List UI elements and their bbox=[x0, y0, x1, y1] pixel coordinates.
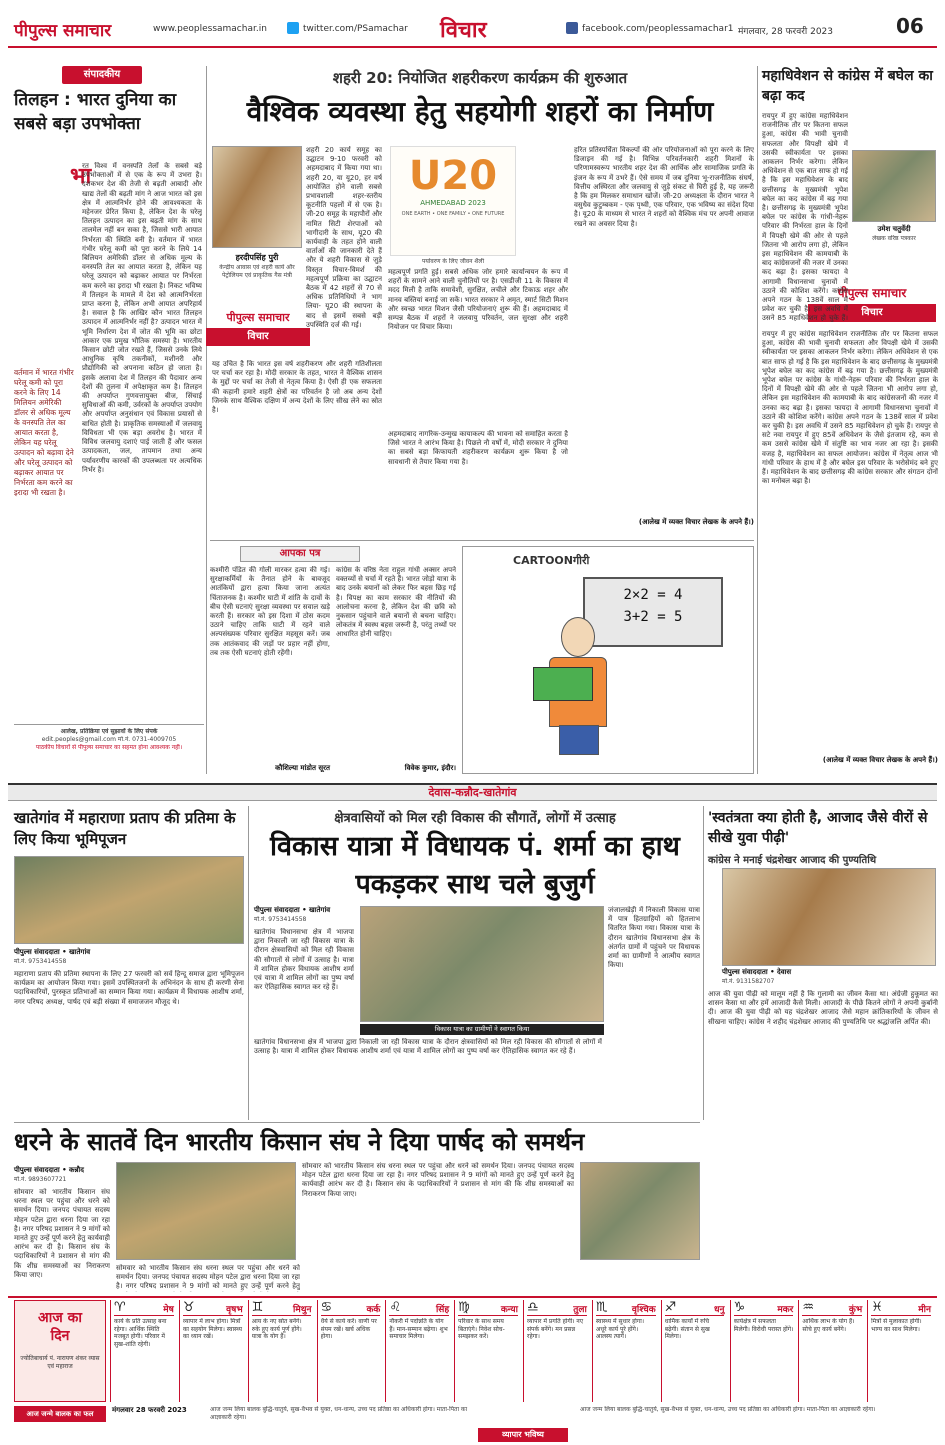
horoscope-sign-name bbox=[321, 1302, 381, 1316]
horoscope-sign-text: धैर्य से कार्य करें। वाणी पर संयम रखें। खर्च अधिक होगा। bbox=[320, 1318, 377, 1341]
zodiac-icon: ♉ bbox=[182, 1300, 195, 1315]
horoscope-sign bbox=[385, 1300, 452, 1402]
zodiac-icon: ♑ bbox=[733, 1300, 746, 1315]
inner-brand-badge: विचार bbox=[206, 328, 310, 346]
u20-logo bbox=[390, 146, 516, 256]
editorial-sidebar-quote: वर्तमान में भारत गंभीर घरेलू कमी को पूरा करने के लिए 14 मिलियन अमेरिकी डॉलर से अधिक मूल्य के वनस्पति तेल का आयात करता है, लेकिन यह घरेलू उत्पादन को बढ़ावा देने और घरेलू उत्पादन को बढ़ाकर आयात पर निर्भरता कम करने का इरादा भी रखता है। bbox=[14, 368, 74, 497]
cartoon-board-line2: 3+2 = 5 bbox=[623, 609, 683, 625]
section-title: विचार bbox=[440, 18, 487, 43]
website-link[interactable]: www.peoplessamachar.in bbox=[153, 24, 267, 34]
zodiac-icon: ♍ bbox=[458, 1300, 470, 1315]
bottom-rule bbox=[8, 1296, 937, 1298]
today-item1: ज्योतिबाचार्य पं. नारायण शंकर व्यास एवं महाराज bbox=[20, 1355, 100, 1370]
regional-main-photo bbox=[360, 906, 604, 1022]
horoscope-sign bbox=[248, 1300, 315, 1402]
zodiac-icon: ♏ bbox=[595, 1300, 608, 1315]
story3-kicker: कांग्रेस ने मनाई चंद्रशेखर आजाद की पुण्यतिथि bbox=[708, 855, 877, 866]
story1-photo bbox=[14, 856, 244, 944]
letters-sign2: विवेक कुमार, इंदौर। bbox=[404, 764, 456, 772]
horoscope-sign-name bbox=[458, 1302, 518, 1316]
story3-body: आज की युवा पीढ़ी को मालूम नहीं है कि गुलामी का जीवन कैसा था। अंग्रेजी हुकूमत का शासन कैसा था और हमें आजादी कैसे मिली। आजादी के पीछे कितने लोगों ने अपनी कुर्बानी दी। आज की युवा पीढ़ी को यह चंद्रशेखर आजाद जैसे महान क्रांतिकारियों के जीवन से सीखना चाहिए। कांग्रेस ने शहीद चंद्रशेखर आजाद की पुण्यतिथि पर श्रद्धांजलि अर्पित की। bbox=[708, 990, 938, 1026]
zodiac-icon: ♌ bbox=[389, 1300, 401, 1315]
regional-main-body1: खातेगांव विधानसभा क्षेत्र में भाजपा द्वारा निकाली जा रही विकास यात्रा के दौरान क्षेत्रवासियों को मिल रही विकास की सौगातों से लोगों में उत्साह है। यात्रा में शामिल होकर विधायक आशीष शर्मा एवं यात्रा में शामिल लोगों का पुष्प वर्षा कर ऐतिहासिक स्वागत कर रहे हैं। bbox=[254, 928, 354, 992]
regional-main-photo-caption: विकास यात्रा का ग्रामीणों ने स्वागत किया bbox=[360, 1024, 604, 1035]
farmer-body-cont: सोमवार को भारतीय किसान संघ धरना स्थल पर पहुंचा और धरने को समर्थन दिया। जनपद पंचायत सदस्य मोहन पटेल द्वारा धरना दिया जा रहा है। नगर परिषद प्रशासन ने 9 मांगों को मानते हुए उन्हें पूर्ण करने हेतु कार्यवाही आरंभ कर दी है। किसान संघ के पदाधिकारियों ने प्रशासन से मांग की कि शीघ्र समस्याओं का निराकरण किया जाए। bbox=[302, 1162, 574, 1198]
horoscope-sign-name bbox=[596, 1302, 656, 1316]
horoscope-sign bbox=[317, 1300, 384, 1402]
main-col1: शहरी 20 कार्य समूह का उद्घाटन 9-10 फरवरी को अहमदाबाद में किया गया था। शहरी 20, या यू20, हर वर्ष आयोजित होने वाली सबसे प्रभावशाली शहर-स्तरीय कूटनीति पहलों में से एक है। जी-20 समूह के महापौरों और नामित सिटी शेरपाओं को भागीदारी के साथ, यू20 की कार्यवाही के तहत होने वाली वार्ताओं की जानकारी देते हैं और ये शहरी विकास से जुड़े विस्तृत विचार-विमर्श की महत्वपूर्ण प्रक्रिया का उद्घाटन बैठक में 42 शहरों से 70 से अधिक प्रतिनिधियों ने भाग लिया- यू20 की स्थापना के बाद से इसमें सबसे बड़ी उपस्थिति दर्ज की गई। bbox=[306, 146, 382, 329]
story3-phone: मो.नं. 9131582707 bbox=[722, 978, 775, 985]
horoscope-sign bbox=[523, 1300, 590, 1402]
horoscope-sign bbox=[867, 1300, 934, 1402]
today-item2: आज जन्मे बालक का फल bbox=[14, 1406, 106, 1422]
horoscope-sign-text: आर्थिक लाभ के योग हैं। सोचे हुए कार्य बनेंगे। bbox=[802, 1318, 855, 1333]
editorial-tag: संपादकीय bbox=[62, 66, 142, 84]
congress-title: महाधिवेशन से कांग्रेस में बघेल का बढ़ा कद bbox=[762, 68, 933, 104]
u20-logo-sub: AHMEDABAD 2023 bbox=[420, 199, 486, 207]
farmer-body-cont2: सोमवार को भारतीय किसान संघ धरना स्थल पर पहुंचा और धरने को समर्थन दिया। जनपद पंचायत सदस्य मोहन पटेल द्वारा धरना दिया जा रहा है। नगर परिषद प्रशासन ने 9 मांगों को मानते हुए उन्हें पूर्ण करने हेतु bbox=[116, 1264, 300, 1291]
cartoon-book bbox=[533, 667, 593, 701]
regional-main-headline: विकास यात्रा में विधायक पं. शर्मा का हाथ पकड़कर साथ चले बुजुर्ग bbox=[270, 831, 680, 900]
story1-phone: मो.नं. 9753414558 bbox=[14, 958, 67, 965]
cartoon-board-line1: 2×2 = 4 bbox=[623, 587, 683, 603]
letters-col1: कश्मीरी पंडित की गोली मारकर हत्या की गई। सुरक्षाकर्मियों के तैनात होने के बावजूद आतंकियों द्वारा हत्या किया जाना अत्यंत चिंताजनक है। कश्मीर घाटी में शांति के दावों के बीच ऐसी घटनाएं सुरक्षा व्यवस्था पर सवाल खड़े करती हैं। सरकार को इस दिशा में ठोस कदम उठाने चाहिए ताकि घाटी में रहने वाले अल्पसंख्यक परिवार सुरक्षित महसूस करें। जब तक आतंकवाद की जड़ों पर प्रहार नहीं होगा, तब तक ऐसी घटनाएं होती रहेंगी। bbox=[210, 566, 330, 657]
editorial-footer-line1: आलेख, प्रतिक्रिया एवं सुझावों के लिए संपर्क bbox=[60, 728, 158, 735]
horoscope-sign-text: परिवार के साथ समय बिताएंगे। निवेश सोच-समझकर करें। bbox=[458, 1318, 505, 1341]
horoscope-sign-text: व्यापार में प्रगति होगी। नए संपर्क बनेंगे। मन प्रसन्न रहेगा। bbox=[527, 1318, 584, 1341]
congress-author-name: उमेश चतुर्वेदी bbox=[877, 225, 911, 233]
horoscope-sign-label: मेष bbox=[163, 1305, 174, 1315]
col-divider bbox=[703, 806, 704, 1120]
horoscope-sign bbox=[592, 1300, 659, 1402]
regional-main-kicker: क्षेत्रवासियों को मिल रही विकास की सौगातें, लोगों में उत्साह bbox=[334, 811, 616, 826]
horoscope-sign-text: स्वास्थ्य में सुधार होगा। अधूरे कार्य पूरे होंगे। आलस्य त्यागें। bbox=[595, 1318, 645, 1341]
horoscope-sign-name bbox=[665, 1302, 725, 1316]
story1-body: महाराणा प्रताप की प्रतिमा स्थापना के लिए 27 फरवरी को सर्व हिन्दू समाज द्वारा भूमिपूजन कार्यक्रम का आयोजन किया गया। इसमें उपस्थितजनों के अभिनंदन के साथ ही करणी सेना पदाधिकारियों, पुरस्कृत प्रतिभाओं का सम्मान किया गया। कार्यक्रम में विधायक आशीष शर्मा, नगर परिषद अध्यक्ष, पार्षद एवं बड़ी संख्या में समाजजन मौजूद थे। bbox=[14, 970, 244, 1006]
today-title: आज का दिन bbox=[38, 1310, 82, 1344]
regional-main-body2: जंजालखेड़ी में निकाली विकास यात्रा में पात्र हितग्राहियों को हितलाभ वितरित किया गया। विकास यात्रा के दौरान खातेगांव विधानसभा क्षेत्र के अंतर्गत ग्रामों में पहुंचने पर विधायक शर्मा का ग्रामीणों ने आत्मीय स्वागत किया। bbox=[608, 906, 700, 970]
cartoon-panel bbox=[462, 546, 754, 774]
masthead bbox=[0, 0, 945, 46]
horoscope-sign-text: कार्यक्षेत्र में सफलता मिलेगी। विरोधी परास्त होंगे। bbox=[733, 1318, 794, 1333]
letters-rule bbox=[210, 540, 754, 541]
horoscope-sign-text: कार्य के प्रति उत्साह बना रहेगा। आर्थिक स्थिति मजबूत होगी। परिवार में सुख-शांति रहेगी। bbox=[114, 1318, 167, 1348]
regional-band-title: देवास-कन्नौद-खातेगांव bbox=[428, 786, 517, 799]
horoscope-sign-text: मित्रों से मुलाकात होगी। भाग्य का साथ मिलेगा। bbox=[871, 1318, 922, 1333]
horoscope-sign-label: कुंभ bbox=[848, 1305, 863, 1315]
farmer-photo1 bbox=[116, 1162, 296, 1260]
farmer-phone: मो.नं. 9893607721 bbox=[14, 1176, 67, 1183]
editorial-body: रत विश्व में वनस्पति तेलों के सबसे बड़े उपभोक्ताओं में से एक के रूप में उभरा है। दशकभर देश की तेजी से बढ़ती आबादी और खाद्य तेलों की बढ़ती मांग ने आज भारत को इस क्षेत्र में आत्मनिर्भर होने की आवश्यकता के महेनजर प्रेरित किया है, लेकिन देश के घरेलू तिलहन उत्पादन का इस बढ़ती मांग के साथ तालमेल नहीं बन सका है, जिससे भारी आयात निर्भरता की स्थिति बनी है। वर्तमान में भारत गंभीर घरेलू कमी को पूरा करने के लिये 14 बिलियन अमेरिकी डॉलर से अधिक मूल्य के वनस्पति तेल का आयात करता है, लेकिन यह घरेलू उत्पादन को बढ़ाकर आयात पर निर्भरता कम करने का इरादा भी रखता है। निकट भविष्य में तिलहन के मामले में देश को आत्मनिर्भरता प्राप्त करना है, लेकिन अभी आयात अपरिहार्य है। सवाल है कि आखिर कौन भारत तिलहन उत्पादन में आत्मनिर्भर नहीं है? उत्पादन भारत में भूमि निर्धारण देश में जोत की भूमि का छोटा आकार एक प्रमुख भौतिक समस्या है। भारतीय किसान छोटी जोत रखते हैं, जिससे उनके लिये आधुनिक कृषि तकनीकों, मशीनरी और प्रौद्योगिकी को अपनाना कठिन हो जाता है। इसके अलावा देश में तिलहन की पैदावार अन्य देशों की तुलना में अपेक्षाकृत कम है। तिलहन की अपर्याप्त गुणवत्तायुक्त बीज, सिंचाई सुविधाओं की कमी, उर्वरकों के अपर्याप्त उपयोग और अपर्याप्त अनुसंधान एवं विकास प्रयासों से बाधित होती है। प्राकृतिक समस्याओं में जलवायु विविधता भी एक बड़ा अवरोध है। भारत में विविध जलवायु दशाएं पाई जाती हैं और फसल उत्पादकता, जल, तापमान तथा अन्य पर्यावरणीय कारकों की उपलब्धता पर अत्यधिक निर्भर है। bbox=[82, 162, 202, 474]
letters-title: आपका पत्र bbox=[240, 546, 360, 562]
horoscope-sign-label: कर्क bbox=[366, 1305, 381, 1315]
main-col2b: अहमदाबाद नागरिक-उन्मुख कायाकल्प की भावना को समाहित करता है जिसे भारत ने आरंभ किया है। पिछले नौ वर्षों में, मोदी सरकार ने दुनिया का सबसे बड़ा किफायती शहरीकरण कार्यक्रम शुरू किया है जो सावधानी से तैयार किया गया है। bbox=[388, 430, 568, 466]
u20-logo-text: U20 bbox=[408, 153, 498, 199]
story1-byline: पीपुल्स संवाददाता • खातेगांव bbox=[14, 948, 91, 956]
horoscope-sign-name bbox=[183, 1302, 243, 1316]
horoscope-sign-text: आय के नए स्रोत बनेंगे। रुके हुए कार्य पूर्ण होंगे। यात्रा के योग हैं। bbox=[251, 1318, 302, 1341]
horoscope-sign-name bbox=[114, 1302, 174, 1316]
col-divider bbox=[248, 806, 249, 1120]
main-col1b: यह उचित है कि भारत इस वर्ष शहरीकरण और शहरी गतिशीलता पर चर्चा कर रहा है। मोदी सरकार के तहत, भारत ने वैश्विक शासन के मुद्दों पर चर्चा का तेजी से नेतृत्व किया है। ऐसी ही एक सफलता की कहानी हमारे शहरी क्षेत्रों का परिवर्तन है जो अब अन्य देशों जिनके साथ वैश्विक दक्षिण में अन्य देशों के लिए सीख लेने का स्रोत है। bbox=[212, 360, 382, 415]
horoscope-sign-name bbox=[734, 1302, 794, 1316]
zodiac-icon: ♈ bbox=[114, 1300, 126, 1315]
horoscope-sign bbox=[730, 1300, 797, 1402]
horoscope-sign-label: तुला bbox=[573, 1305, 587, 1315]
horoscope-sign-label: सिंह bbox=[435, 1305, 450, 1315]
horoscope-sign-label: मिथुन bbox=[293, 1305, 312, 1315]
zodiac-icon: ♎ bbox=[527, 1300, 539, 1315]
facebook-link[interactable]: facebook.com/peoplessamachar1 bbox=[582, 24, 734, 34]
farmer-byline: पीपुल्स संवाददाता • कन्नौद bbox=[14, 1166, 84, 1174]
horoscope-sign bbox=[798, 1300, 865, 1402]
horoscope-sign-name bbox=[527, 1302, 587, 1316]
horoscope-sign bbox=[110, 1300, 177, 1402]
zodiac-icon: ♐ bbox=[664, 1300, 677, 1315]
author-name: हरदीपसिंह पुरी bbox=[235, 253, 279, 262]
farmer-headline: धरने के सातवें दिन भारतीय किसान संघ ने दिया पार्षद को समर्थन bbox=[14, 1128, 585, 1156]
horoscope-sign bbox=[661, 1300, 728, 1402]
header-rule bbox=[8, 46, 937, 48]
horoscope-footer-title: व्यापार भविष्य bbox=[478, 1428, 568, 1442]
congress-body-cont: रायपुर में हुए कांग्रेस महाधिवेशन राजनीतिक तौर पर कितना सफल हुआ, कांग्रेस की भावी चुनावी सफलता और विपक्षी खेमे में उसकी स्वीकार्यता पर इसका आकलन निर्भर करेगा। लेकिन अधिवेशन से एक बात साफ हो गई है कि इस महाधिवेशन के बाद छत्तीसगढ़ के मुख्यमंत्री भूपेश बघेल का कद कांग्रेस में बढ़ गया है। छत्तीसगढ़ के मुख्यमंत्री भूपेश बघेल पर कांग्रेस के गांधी-नेहरू परिवार की निर्भरता हाल के दिनों में विपक्षी खेमे की ओर से पहले जितना भी आरोप लगा हो, लेकिन इस महाधिवेशन की कामयाबी के बाद कांग्रेसजनों की नजर में उनका कद बढ़ा है। इसका फायदा वे आगामी विधानसभा चुनावों में उठाने की कोशिश करेंगे। कांग्रेस अपने गठन के 138वें साल में प्रवेश कर चुकी है। इस अवधि में उसने 85 महाधिवेशन हो चुके हैं। रायपुर से सटे नवा रायपुर में हुए 85वें अधिवेशन के जैसे इंतजाम रहे, कम से कम उससे कांग्रेस खेमे में संतुष्टि का भाव नजर आ रहा है। इसकी वजह है, महाधिवेशन का सफल आयोजन। कांग्रेस में नेतृत्व आज भी गांधी परिवार के हाथ में है और बघेल इस परिवार के भरोसेमंद बने हुए हैं। महाधिवेशन के बाद छत्तीसगढ़ की कांग्रेस सरकार और संगठन दोनों का मनोबल बढ़ा है। bbox=[762, 330, 938, 486]
regional-main-phone: मो.नं. 9753414558 bbox=[254, 916, 307, 923]
regional-main-body1-cont: खातेगांव विधानसभा क्षेत्र में भाजपा द्वारा निकाली जा रही विकास यात्रा के दौरान क्षेत्रवासियों को मिल रही विकास की सौगातों से लोगों में उत्साह है। यात्रा में शामिल होकर विधायक आशीष शर्मा एवं यात्रा में शामिल लोगों का पुष्प वर्षा कर ऐतिहासिक स्वागत कर रहे हैं। bbox=[254, 1038, 602, 1056]
zodiac-icon: ♓ bbox=[871, 1300, 883, 1315]
u20-logo-caption: पर्यावरण के लिए जीवन शैली bbox=[421, 258, 485, 265]
cartoon-title: CARTOONगीरी bbox=[513, 554, 590, 567]
regional-band bbox=[8, 783, 937, 801]
horoscope-sign bbox=[179, 1300, 246, 1402]
zodiac-icon: ♊ bbox=[251, 1300, 264, 1315]
farmer-body: सोमवार को भारतीय किसान संघ धरना स्थल पर पहुंचा और धरने को समर्थन दिया। जनपद पंचायत सदस्य मोहन पटेल द्वारा धरना दिया जा रहा है। नगर परिषद प्रशासन ने 9 मांगों को मानते हुए उन्हें पूर्ण करने हेतु कार्यवाही आरंभ कर दी है। किसान संघ के पदाधिकारियों ने प्रशासन से मांग की कि शीघ्र समस्याओं का निराकरण किया जाए। bbox=[14, 1188, 110, 1279]
inner-brand-logo: पीपुल्स समाचार bbox=[226, 311, 290, 324]
congress-badge: विचार bbox=[808, 304, 936, 322]
page-number: 06 bbox=[896, 14, 924, 38]
editorial-disclaimer: पाठकीय विचारों से पीपुल्स समाचार का सहमत होना आवश्यक नहीं। bbox=[35, 744, 183, 751]
editorial-email[interactable]: edit.peoples@gmail.com मो.नं. 0731-4009705 bbox=[41, 736, 177, 743]
main-headline: वैश्विक व्यवस्था हेतु सहयोगी शहरों का निर्माण bbox=[246, 95, 714, 128]
issue-date: मंगलवार, 28 फरवरी 2023 bbox=[738, 27, 834, 37]
horoscope-sign-text: नौकरी में पदोन्नति के योग हैं। मान-सम्मान बढ़ेगा। शुभ समाचार मिलेगा। bbox=[389, 1318, 448, 1341]
editorial-dropcap: भा bbox=[70, 164, 92, 189]
brand-logo: पीपुल्स समाचार bbox=[14, 21, 112, 41]
story1-title: खातेगांव में महाराणा प्रताप की प्रतिमा के लिए किया भूमिपूजन bbox=[14, 809, 236, 848]
horoscope-sign-label: कन्या bbox=[500, 1305, 518, 1315]
main-col3: हरित प्रतिस्पर्धिता विकल्पों की ओर परियोजनाओं को पूरा करने के लिए डिजाइन की गई है। विभिन्न परिवर्तनकारी शहरी मिशनों के परिणामस्वरूप भारतीय शहर देश की आर्थिक और सामाजिक प्रगति के इंजन के रूप में उभरे हैं। ऐसे समय में जब दुनिया भू-राजनीतिक संघर्ष, वित्तीय अस्थिरता और जलवायु से जुड़े संकट से घिरी हुई है, यह जरूरी है कि हम मिलकर समाधान खोजें। जी-20 अध्यक्षता के दौरान भारत ने वसुधैव कुटुम्बकम - एक पृथ्वी, एक परिवार, एक भविष्य का संदेश दिया है। यू20 के माध्यम से भारत ने शहरों को वैश्विक मंच पर अपनी आवाज रखने का अवसर दिया है। bbox=[574, 146, 754, 228]
congress-author-photo bbox=[852, 150, 936, 222]
farmer-photo2 bbox=[580, 1162, 700, 1260]
letters-col2: कांग्रेस के वरिष्ठ नेता राहुल गांधी अक्सर अपने वक्तव्यों से चर्चा में रहते हैं। भारत जोड़ो यात्रा के बाद उनके बयानों को लेकर फिर बहस छिड़ गई है। विपक्ष का काम सरकार की नीतियों की आलोचना करना है, लेकिन देश की छवि को नुकसान पहुंचाने वाले बयानों से बचना चाहिए। लोकतंत्र में स्वस्थ बहस जरूरी है, परंतु तथ्यों पर आधारित होनी चाहिए। bbox=[336, 566, 456, 639]
horoscope-sign-label: मीन bbox=[918, 1305, 931, 1315]
congress-body: रायपुर में हुए कांग्रेस महाधिवेशन राजनीतिक तौर पर कितना सफल हुआ, कांग्रेस की भावी चुनावी सफलता और विपक्षी खेमे में उसकी स्वीकार्यता पर इसका आकलन निर्भर करेगा। लेकिन अधिवेशन से एक बात साफ हो गई है कि इस महाधिवेशन के बाद छत्तीसगढ़ के मुख्यमंत्री भूपेश बघेल का कद कांग्रेस में बढ़ गया है। छत्तीसगढ़ के मुख्यमंत्री भूपेश बघेल पर कांग्रेस के गांधी-नेहरू परिवार की निर्भरता हाल के दिनों में विपक्षी खेमे की ओर से पहले जितना भी आरोप लगा हो, लेकिन इस महाधिवेशन की कामयाबी के बाद कांग्रेसजनों की नजर में उनका कद बढ़ा है। इसका फायदा वे आगामी विधानसभा चुनावों में उठाने की कोशिश करेंगे। कांग्रेस अपने गठन के 138वें साल में प्रवेश कर चुकी है। इस अवधि में उसने 85 महाधिवेशन हो चुके हैं। bbox=[762, 112, 848, 322]
congress-author-role: लेखक वरिष्ठ पत्रकार bbox=[872, 235, 916, 242]
author-photo bbox=[212, 146, 302, 248]
horoscope-sign bbox=[454, 1300, 521, 1402]
horoscope-sign-name bbox=[252, 1302, 312, 1316]
zodiac-icon: ♋ bbox=[320, 1300, 333, 1315]
author-role: केन्द्रीय आवास एवं शहरी कार्य और पेट्रोलियम एवं प्राकृतिक गैस मंत्री bbox=[219, 264, 295, 279]
farmer-rule bbox=[14, 1122, 700, 1123]
horoscope-sign-text: धार्मिक कार्यों में रुचि बढ़ेगी। संतान से सुख मिलेगा। bbox=[664, 1318, 710, 1341]
main-kicker: शहरी 20: नियोजित शहरीकरण कार्यक्रम की शुरुआत bbox=[332, 69, 628, 87]
twitter-icon bbox=[287, 22, 299, 34]
horoscope-footer-text: आज जन्म लिया बालक बुद्धि-चातुर्य, सुख-वैभव से युक्त, धन-धान्य, उच्च पद प्रतिष्ठा का अधिकारी होगा। माता-पिता का आज्ञाकारी रहेगा। bbox=[210, 1406, 468, 1421]
congress-end: (आलेख में व्यक्त विचार लेखक के अपने हैं।) bbox=[822, 756, 938, 764]
u20-logo-tag: ONE EARTH • ONE FAMILY • ONE FUTURE bbox=[401, 211, 505, 217]
regional-main-byline: पीपुल्स संवाददाता • खातेगांव bbox=[254, 906, 331, 914]
main-col2: महत्वपूर्ण प्रगति हुई। सबसे अधिक जोर हमारे कार्यान्वयन के रूप में शहरों के सामने आने वाली चुनौतियों पर है। एसडीजी 11 के विकास में मदद मिली है ताकि समावेशी, सुरक्षित, लचीले और टिकाऊ शहर और मानव बस्तियां बनाई जा सकें। भारत सरकार ने अमृत, स्मार्ट सिटी मिशन और स्वच्छ भारत मिशन जैसी परियोजनाएं शुरू की हैं। अहमदाबाद में सम्पन्न बैठक में शहरों ने जलवायु परिवर्तन, जल सुरक्षा और शहरी नियोजन पर विचार किया। bbox=[388, 268, 568, 332]
inner-brand-box bbox=[206, 310, 310, 354]
horoscope-sign-label: वृश्चिक bbox=[631, 1305, 656, 1315]
congress-brand-logo: पीपुल्स समाचार bbox=[837, 286, 907, 300]
horoscope-footer-date: मंगलवार 28 फरवरी 2023 bbox=[112, 1406, 187, 1414]
horoscope-sign-name bbox=[389, 1302, 449, 1316]
today-box bbox=[14, 1300, 106, 1402]
facebook-icon bbox=[566, 22, 578, 34]
editorial-footer bbox=[14, 724, 204, 774]
twitter-link[interactable]: twitter.com/PSamachar bbox=[303, 24, 408, 34]
horoscope-sign-name bbox=[871, 1302, 931, 1316]
story3-title: 'स्वतंत्रता क्या होती है, आजाद जैसे वीरों से सीखे युवा पीढ़ी' bbox=[708, 810, 928, 846]
main-article-end: (आलेख में व्यक्त विचार लेखक के अपने हैं।) bbox=[638, 518, 754, 526]
col-divider bbox=[206, 66, 207, 774]
horoscope-sign-text: व्यापार में लाभ होगा। मित्रों का सहयोग मिलेगा। स्वास्थ्य का ध्यान रखें। bbox=[182, 1318, 243, 1341]
story3-byline: पीपुल्स संवाददाता • देवास bbox=[722, 968, 792, 976]
col-divider bbox=[757, 66, 758, 774]
editorial-title: तिलहन : भारत दुनिया का सबसे बड़ा उपभोक्ता bbox=[14, 90, 177, 134]
horoscope-sign-name bbox=[802, 1302, 862, 1316]
horoscope-footer-text2: आज जन्म लिया बालक बुद्धि-चातुर्य, सुख-वैभव से युक्त, धन-धान्य, उच्च पद प्रतिष्ठा का अधिकारी होगा। माता-पिता का आज्ञाकारी रहेगा। bbox=[580, 1406, 876, 1413]
horoscope-sign-label: वृषभ bbox=[226, 1305, 243, 1315]
horoscope-sign-label: धनु bbox=[713, 1305, 725, 1315]
zodiac-icon: ♒ bbox=[802, 1300, 814, 1315]
letters-sign1: कौशिल्या मांडोत सूरत bbox=[275, 764, 330, 772]
story3-photo bbox=[722, 868, 936, 966]
horoscope-sign-label: मकर bbox=[777, 1305, 794, 1315]
